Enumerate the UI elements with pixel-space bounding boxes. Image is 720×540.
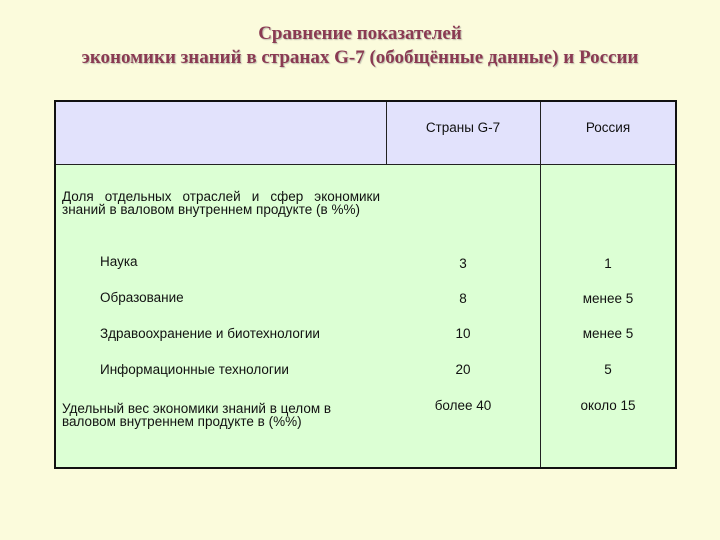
row-label-health: Здравоохранение и биотехнологии [100, 326, 320, 341]
total-russia: около 15 [580, 398, 636, 413]
row-russia-it: 5 [604, 362, 612, 377]
row-g7-it: 20 [455, 362, 471, 377]
row-g7-health: 10 [455, 326, 471, 341]
row-label-it: Информационные технологии [100, 362, 289, 377]
row-label-education: Образование [100, 290, 184, 305]
slide-title-line-2: экономики знаний в странах G-7 (обобщённые данные) и России [81, 47, 639, 68]
slide-title [20, 22, 700, 70]
total-label: Удельный вес экономики знаний в целом в валовом внутреннем продукте в (%%) [62, 401, 332, 429]
row-russia-health: менее 5 [582, 326, 634, 341]
comparison-table [54, 100, 677, 469]
header-g7: Страны G-7 [425, 120, 501, 135]
header-russia: Россия [585, 120, 631, 135]
section-label: Доля отдельных отраслей и сфер экономики знаний в валовом внутреннем продукте (в %%) [62, 189, 380, 217]
row-g7-science: 3 [459, 256, 467, 271]
total-g7: более 40 [434, 398, 492, 413]
row-russia-education: менее 5 [582, 291, 634, 306]
row-russia-science: 1 [604, 256, 612, 271]
row-g7-education: 8 [459, 291, 467, 306]
slide-title-line-1: Сравнение показателей [258, 23, 462, 44]
row-label-science: Наука [100, 254, 138, 269]
